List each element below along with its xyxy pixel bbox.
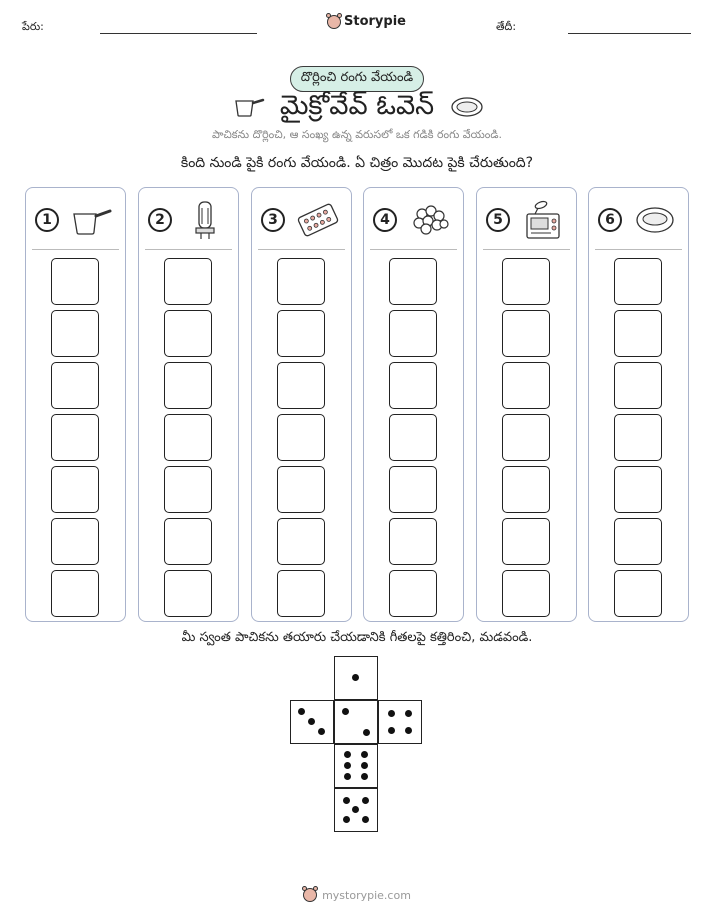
color-box[interactable]	[389, 466, 437, 513]
color-box[interactable]	[51, 466, 99, 513]
page-title: మైక్రోవేవ్ ఓవెన్	[279, 90, 435, 121]
column-6	[588, 187, 689, 622]
activity-tag: దొర్లించి రంగు వేయండి	[290, 66, 424, 92]
color-box[interactable]	[389, 258, 437, 305]
footer	[0, 888, 714, 902]
name-line	[100, 33, 257, 34]
column-number: 1	[35, 208, 59, 232]
color-box[interactable]	[277, 362, 325, 409]
color-box[interactable]	[277, 310, 325, 357]
measuring-cup-icon	[70, 200, 114, 240]
color-box[interactable]	[502, 518, 550, 565]
control-panel-icon	[296, 200, 340, 240]
color-box[interactable]	[164, 570, 212, 617]
color-box[interactable]	[51, 310, 99, 357]
column-1	[25, 187, 126, 622]
color-box[interactable]	[614, 310, 662, 357]
column-number: 5	[486, 208, 510, 232]
color-box[interactable]	[51, 362, 99, 409]
color-box[interactable]	[502, 466, 550, 513]
die-face-1	[334, 656, 378, 700]
column-number: 2	[148, 208, 172, 232]
color-box[interactable]	[277, 570, 325, 617]
color-box[interactable]	[614, 518, 662, 565]
microwave-radio-icon	[521, 200, 565, 240]
color-box[interactable]	[502, 258, 550, 305]
color-box[interactable]	[389, 362, 437, 409]
column-4	[363, 187, 464, 622]
color-box[interactable]	[277, 414, 325, 461]
bowl-icon	[633, 200, 677, 240]
date-line	[568, 33, 691, 34]
color-box[interactable]	[614, 258, 662, 305]
color-box[interactable]	[164, 310, 212, 357]
color-box[interactable]	[277, 258, 325, 305]
bear-icon	[303, 888, 317, 902]
color-box[interactable]	[614, 414, 662, 461]
name-label: పేరు:	[22, 20, 44, 33]
color-box[interactable]	[164, 414, 212, 461]
die-face-2	[334, 700, 378, 744]
color-box[interactable]	[502, 414, 550, 461]
color-box[interactable]	[277, 466, 325, 513]
color-box[interactable]	[164, 258, 212, 305]
color-box[interactable]	[389, 518, 437, 565]
color-box[interactable]	[277, 518, 325, 565]
color-box[interactable]	[51, 414, 99, 461]
color-box[interactable]	[614, 570, 662, 617]
brand-logo	[327, 14, 406, 29]
color-box[interactable]	[502, 570, 550, 617]
column-3	[251, 187, 352, 622]
color-box[interactable]	[614, 362, 662, 409]
column-number: 4	[373, 208, 397, 232]
die-face-4	[378, 700, 422, 744]
date-label: తేదీ:	[496, 20, 517, 33]
cutout-instruction: మీ స్వంత పాచికను తయారు చేయడానికి గీతలపై కత్తిరించి, మడవండి.	[181, 630, 533, 645]
bear-icon	[327, 15, 341, 29]
column-2	[138, 187, 239, 622]
column-number: 6	[598, 208, 622, 232]
color-box[interactable]	[164, 466, 212, 513]
color-box[interactable]	[51, 258, 99, 305]
magnetron-tube-icon	[183, 200, 227, 240]
color-box[interactable]	[502, 362, 550, 409]
die-face-3	[290, 700, 334, 744]
die-face-6	[334, 744, 378, 788]
die-face-5	[334, 788, 378, 832]
color-box[interactable]	[164, 362, 212, 409]
page-subtitle: పాచికను దొర్లించి, ఆ సంఖ్య ఉన్న వరుసలో ఒక గడికి రంగు వేయండి.	[212, 128, 502, 141]
brand-name: Storypie	[344, 14, 406, 29]
popcorn-icon	[408, 200, 452, 240]
color-box[interactable]	[51, 570, 99, 617]
column-number: 3	[261, 208, 285, 232]
color-box[interactable]	[389, 570, 437, 617]
bowl-icon	[450, 96, 484, 118]
instruction-text: కింది నుండి పైకి రంగు వేయండి. ఏ చిత్రం మొదట పైకి చేరుతుంది?	[180, 155, 534, 171]
color-box[interactable]	[502, 310, 550, 357]
color-box[interactable]	[389, 414, 437, 461]
footer-url[interactable]: mystorypie.com	[322, 888, 411, 902]
color-box[interactable]	[51, 518, 99, 565]
column-5	[476, 187, 577, 622]
color-box[interactable]	[389, 310, 437, 357]
color-box[interactable]	[614, 466, 662, 513]
color-box[interactable]	[164, 518, 212, 565]
